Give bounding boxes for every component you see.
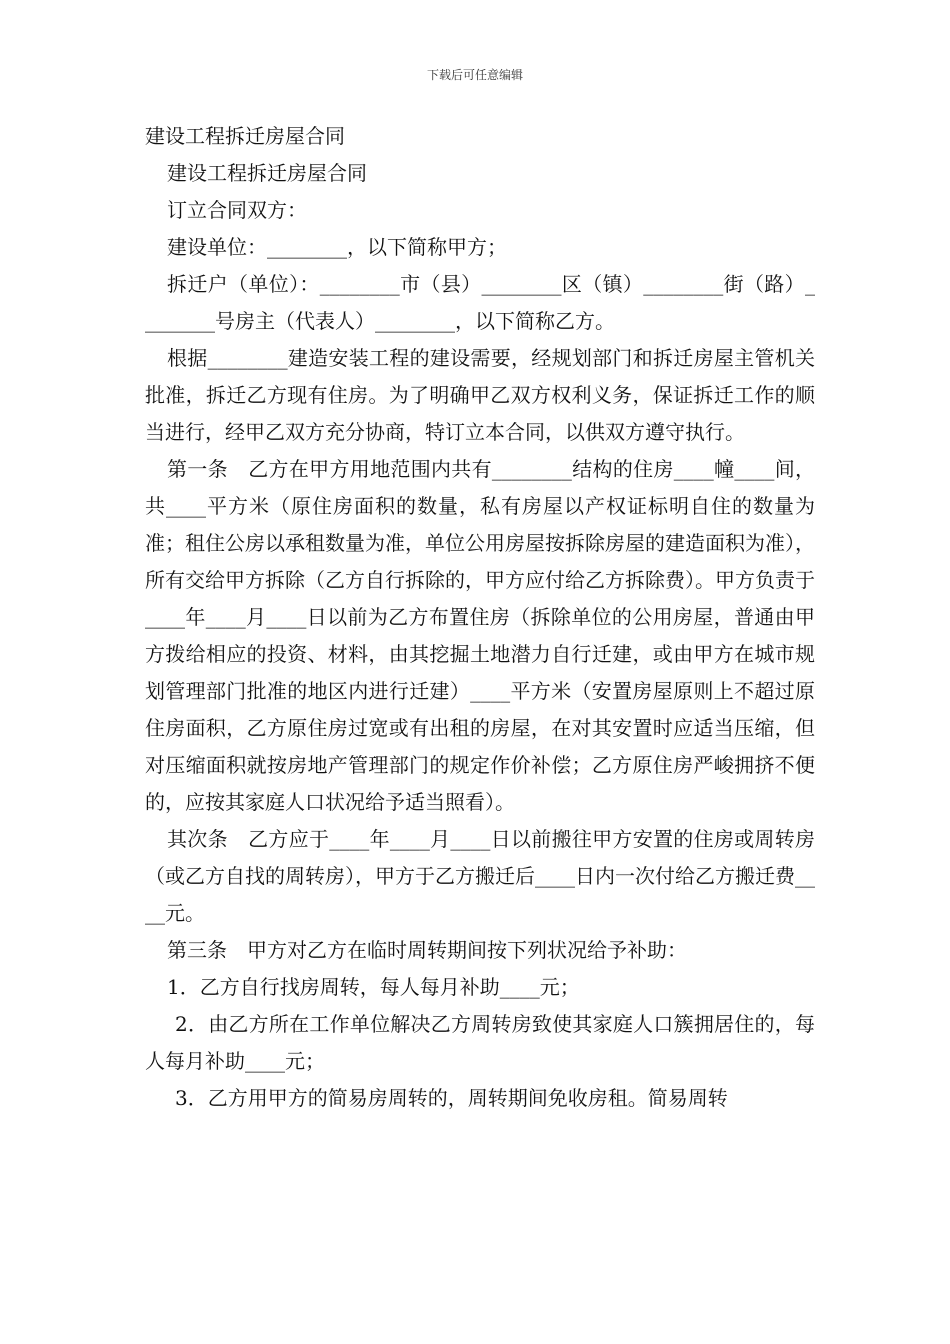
article-1-paragraph: 第一条 乙方在甲方用地范围内共有________结构的住房____幢____间，共____平方米（原住房面积的数量，私有房屋以产权证标明自住的数量为准；租住公房以承租数量为准，单位公用房屋按拆除房屋的建造面积为准），所有交给甲方拆除（乙方自行拆除的，甲方应付给乙方拆除费）。甲方负责于____年____月____日以前为乙方布置住房（拆除单位的公用房屋，普通由甲方拨给相应的投资、材料，由其挖掘土地潜力自行迁建，或由甲方在城市规划管理部门批准的地区内进行迁建）____平方米（安置房屋原则上不超过原住房面积，乙方原住房过宽或有出租的房屋，在对其安置时应适当压缩，但对压缩面积就按房地产管理部门的规定作价补偿；乙方原住房严峻拥挤不便的，应按其家庭人口状况给予适当照看）。 [145, 457, 815, 814]
article-3-item-3: 3．乙方用甲方的简易房周转的，周转期间免收房租。简易周转 [175, 1086, 728, 1110]
contract-heading: 建设工程拆迁房屋合同 [167, 161, 367, 185]
preamble-paragraph: 根据________建造安装工程的建设需要，经规划部门和拆迁房屋主管机关批准，拆迁乙方现有住房。为了明确甲乙双方权利义务，保证拆迁工作的顺当进行，经甲乙双方充分协商，特订立本合同，以供双方遵守执行。 [145, 346, 815, 444]
header-note: 下载后可任意编辑 [426, 68, 523, 82]
article-3-item-1: 1．乙方自行找房周转，每人每月补助____元； [167, 975, 580, 999]
article-3-paragraph: 第三条 甲方对乙方在临时周转期间按下列状况给予补助： [167, 938, 687, 962]
document-body [145, 118, 815, 1117]
party-a-line: 建设单位：________，以下简称甲方； [167, 235, 507, 259]
article-2-paragraph: 其次条 乙方应于____年____月____日以前搬往甲方安置的住房或周转房（或乙方自找的周转房），甲方于乙方搬迁后____日内一次付给乙方搬迁费____元。 [145, 827, 815, 925]
document-title: 建设工程拆迁房屋合同 [145, 124, 345, 148]
party-b-paragraph: 拆迁户（单位）：________市（县）________区（镇）________街（路）________号房主（代表人）________，以下简称乙方。 [145, 272, 815, 333]
article-3-item-2: 2．由乙方所在工作单位解决乙方周转房致使其家庭人口簇拥居住的，每人每月补助____元； [145, 1012, 815, 1073]
parties-intro: 订立合同双方： [167, 198, 307, 222]
